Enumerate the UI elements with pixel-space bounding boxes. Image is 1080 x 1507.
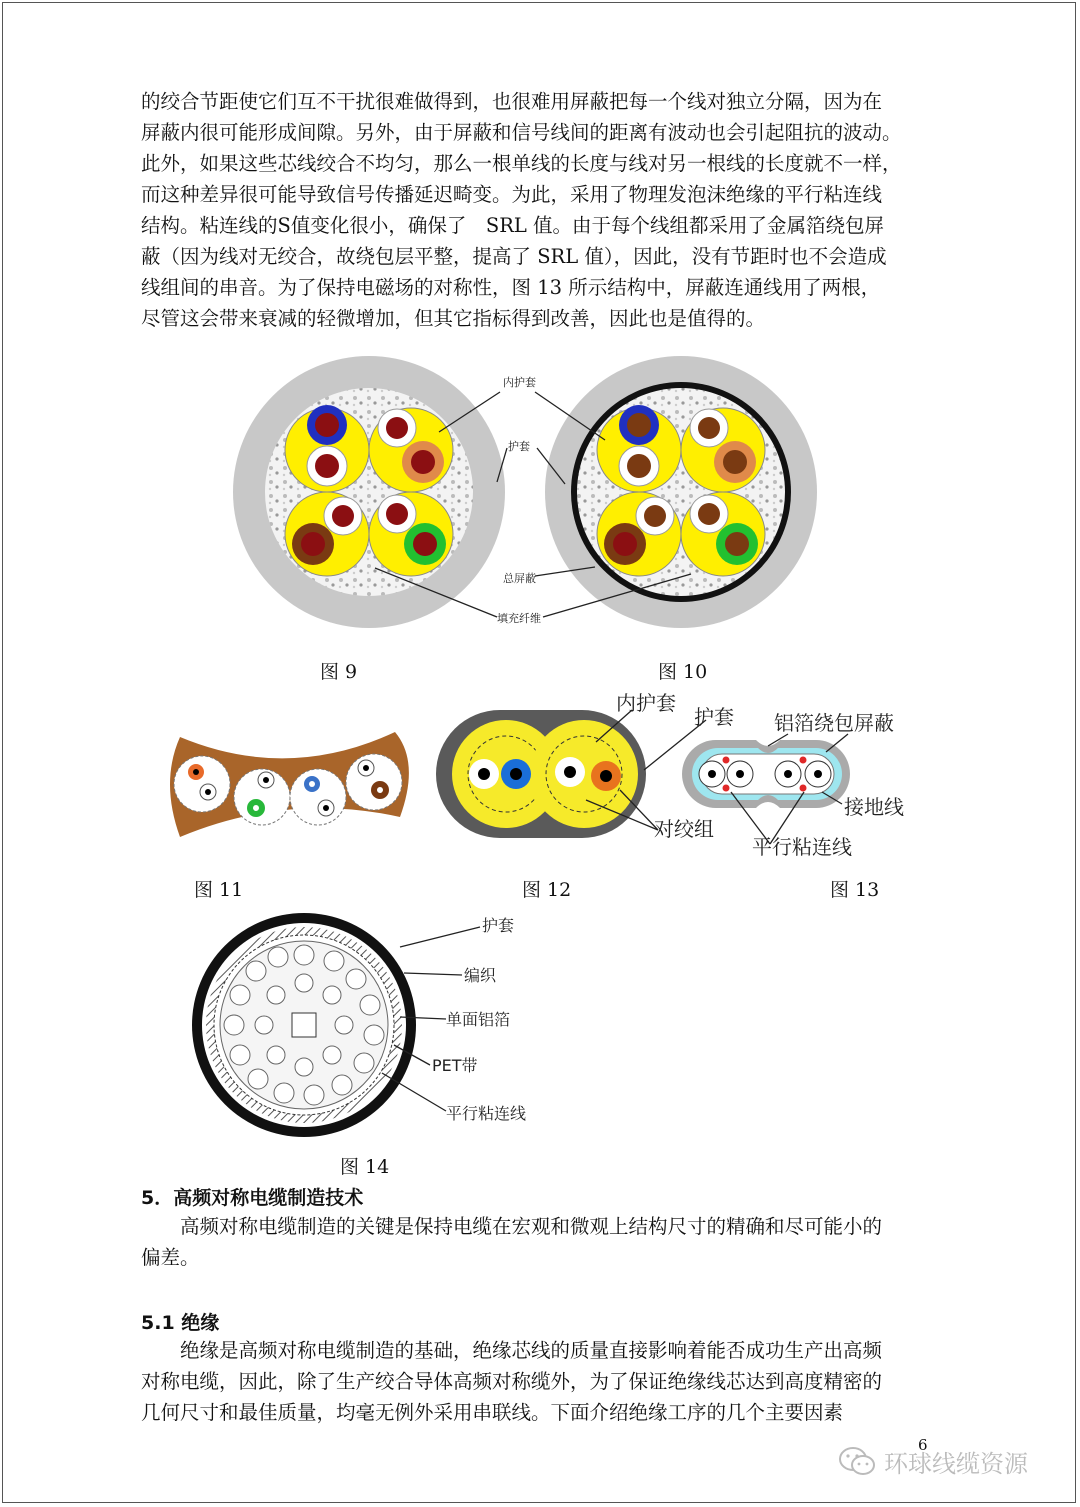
text-line: 的绞合节距使它们互不干扰很难做得到，也很难用屏蔽把每一个线对独立分隔，因为在 bbox=[141, 90, 883, 113]
page-number: 6 bbox=[918, 1436, 928, 1454]
caption-fig10: 图 10 bbox=[658, 661, 708, 683]
label-inner-sheath: 内护套 bbox=[503, 376, 536, 389]
label-parallel-bonded: 平行粘连线 bbox=[752, 835, 852, 859]
section-5-paragraph bbox=[141, 1211, 941, 1273]
figure-11-diagram bbox=[160, 722, 415, 844]
caption-fig11: 图 11 bbox=[194, 879, 244, 901]
caption-fig9: 图 9 bbox=[320, 661, 358, 683]
text-line: 对称电缆，因此，除了生产绞合导体高频对称缆外，为了保证绝缘线芯达到高度精密的 bbox=[141, 1370, 883, 1393]
wechat-icon bbox=[838, 1446, 876, 1478]
text-line: 高频对称电缆制造的关键是保持电缆在宏观和微观上结构尺寸的精确和尽可能小的 bbox=[141, 1215, 883, 1238]
label-drain-wire: 接地线 bbox=[844, 795, 904, 819]
label-parallel-bonded: 平行粘连线 bbox=[446, 1104, 527, 1123]
figure-14-diagram bbox=[190, 905, 550, 1145]
text-line: 几何尺寸和最佳质量，均毫无例外采用串联线。下面介绍绝缘工序的几个主要因素 bbox=[141, 1401, 844, 1424]
text-line: 而这种差异很可能导致信号传播延迟畸变。为此，采用了物理发泡沫绝缘的平行粘连线 bbox=[141, 183, 883, 206]
watermark-text: 环球线缆资源 bbox=[884, 1450, 1028, 1478]
text-line: 结构。粘连线的S值变化很小，确保了 SRL 值。由于每个线组都采用了金属箔绕包屏 bbox=[141, 214, 885, 237]
text-line: 线组间的串音。为了保持电磁场的对称性，图 13 所示结构中，屏蔽连通线用了两根， bbox=[141, 276, 881, 299]
label-pet-tape: PET带 bbox=[432, 1056, 478, 1075]
label-sheath: 护套 bbox=[694, 705, 734, 729]
watermark bbox=[838, 1444, 1028, 1479]
text-line: 绝缘是高频对称电缆制造的基础，绝缘芯线的质量直接影响着能否成功生产出高频 bbox=[141, 1339, 883, 1362]
label-filler: 填充纤维 bbox=[497, 612, 541, 625]
label-twisted-group: 对绞组 bbox=[654, 817, 714, 841]
label-foil-shield: 铝箔绕包屏蔽 bbox=[774, 711, 894, 735]
section-5-1-heading: 5.1 绝缘 bbox=[141, 1312, 220, 1334]
intro-paragraph bbox=[141, 86, 941, 334]
caption-fig13: 图 13 bbox=[830, 879, 880, 901]
section-5-heading: 5．高频对称电缆制造技术 bbox=[141, 1187, 364, 1209]
label-sheath: 护套 bbox=[482, 916, 515, 935]
caption-fig14: 图 14 bbox=[340, 1156, 390, 1178]
figure-9-diagram bbox=[233, 356, 505, 628]
figure-10-diagram bbox=[545, 356, 817, 628]
text-line: 蔽（因为线对无绞合，故绕包层平整，提高了 SRL 值），因此，没有节距时也不会造成 bbox=[141, 245, 887, 268]
section-5-1-paragraph bbox=[141, 1335, 941, 1428]
text-line: 此外，如果这些芯线绞合不均匀，那么一根单线的长度与线对另一根线的长度就不一样， bbox=[141, 152, 902, 175]
caption-fig12: 图 12 bbox=[522, 879, 572, 901]
text-line: 屏蔽内很可能形成间隙。另外，由于屏蔽和信号线间的距离有波动也会引起阻抗的波动。 bbox=[141, 121, 902, 144]
text-line: 尽管这会带来衰减的轻微增加，但其它指标得到改善，因此也是值得的。 bbox=[141, 307, 766, 330]
label-inner-sheath: 内护套 bbox=[616, 691, 676, 715]
label-sheath: 护套 bbox=[508, 440, 530, 453]
label-overall-shield: 总屏蔽 bbox=[503, 572, 536, 585]
text-line: 偏差。 bbox=[141, 1246, 200, 1269]
figure-9-10 bbox=[225, 352, 825, 642]
figure-13-diagram bbox=[676, 700, 916, 865]
label-braid: 编织 bbox=[464, 966, 497, 985]
label-foil: 单面铝箔 bbox=[446, 1010, 511, 1029]
